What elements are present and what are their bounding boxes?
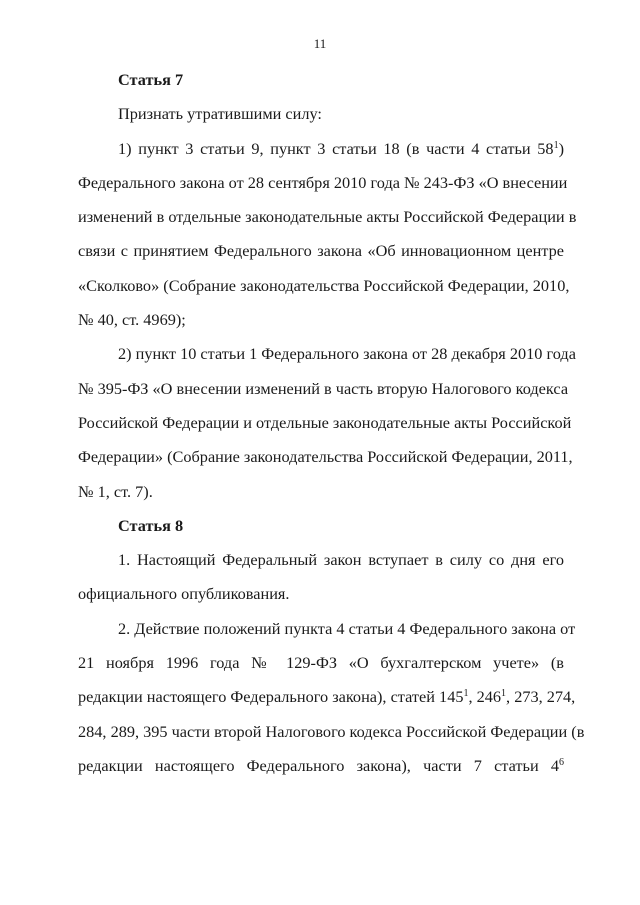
text-line: № 1, ст. 7). [78, 481, 153, 501]
article-8-paragraph-2 [78, 612, 585, 783]
text-line: 1. Настоящий Федеральный закон вступает в силу со дня его [118, 550, 564, 570]
text-line: редакции настоящего Федерального закона), статей $145^1$, $246^1$, 273, 274, [78, 687, 576, 707]
text-line: Федерального закона от 28 сентября 2010 года № 243-ФЗ «О внесении [78, 172, 568, 192]
text-line: Российской Федерации и отдельные законодательные акты Российской [78, 412, 572, 432]
article-7-heading: Статья 7 [118, 70, 184, 89]
page-number: 11 [313, 36, 327, 51]
article-7-item-2 [78, 337, 576, 508]
text-line: 1) пункт 3 статьи 9, пункт 3 статьи 18 (в части 4 статьи $58^1$) [118, 138, 564, 158]
superscript: 1 [501, 688, 507, 700]
text-line: Федерации» (Собрание законодательства Российской Федерации, 2011, [78, 447, 573, 467]
document-body [78, 63, 585, 783]
text-line: 284, 289, 395 части второй Налогового кодекса Российской Федерации (в [78, 721, 585, 741]
text-line: официального опубликования. [78, 584, 290, 604]
superscript: 1 [463, 688, 469, 700]
text-line: 21 ноября 1996 года № 129-ФЗ «О бухгалтерском учете» (в [78, 653, 564, 673]
text-line: 2) пункт 10 статьи 1 Федерального закона от 28 декабря 2010 года [118, 344, 576, 364]
text-line: № 395-ФЗ «О внесении изменений в часть вторую Налогового кодекса [78, 378, 569, 398]
text-line: связи с принятием Федерального закона «Об инновационном центре [78, 241, 564, 261]
text-line: «Сколково» (Собрание законодательства Российской Федерации, 2010, [78, 275, 570, 295]
article-7-item-1 [78, 132, 577, 338]
text-line: редакции настоящего Федерального закона), части 7 статьи $4^6$ [78, 755, 564, 775]
text-line: № 40, ст. 4969); [78, 310, 186, 330]
superscript: 6 [559, 756, 564, 768]
article-8-paragraph-1 [78, 543, 564, 612]
article-8-heading: Статья 8 [118, 515, 184, 535]
text-line: изменений в отдельные законодательные акты Российской Федерации в [78, 207, 577, 227]
text-line: 2. Действие положений пункта 4 статьи 4 Федерального закона от [118, 618, 576, 638]
article-7-intro: Признать утратившими силу: [118, 104, 322, 124]
superscript: 1 [553, 139, 559, 151]
